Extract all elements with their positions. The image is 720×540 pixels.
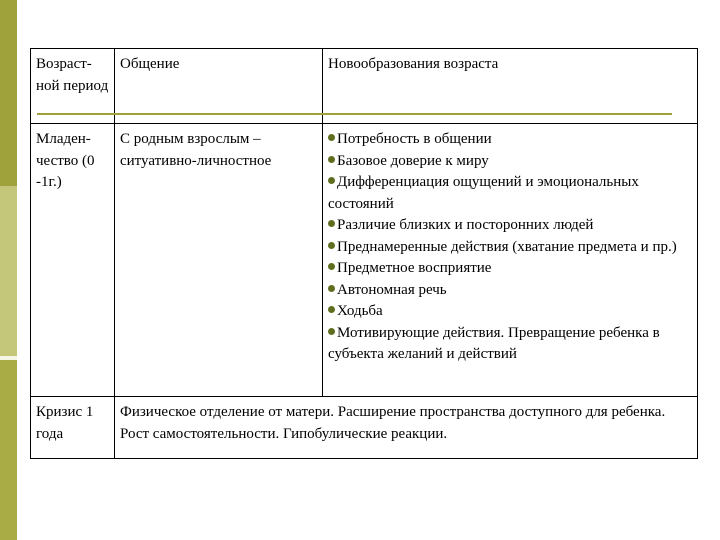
list-item: Автономная речь xyxy=(328,280,692,302)
list-item: Мотивирующие действия. Превращение ребенка в субъекта желаний и действий xyxy=(328,324,660,362)
list-item: Потребность в общении xyxy=(328,129,692,151)
bullet-icon xyxy=(328,242,335,249)
bullet-icon xyxy=(328,263,335,270)
list-item: Дифференциация ощущений и эмоциональных состояний xyxy=(328,174,639,212)
left-accent-bar-light xyxy=(0,186,17,360)
bullet-icon xyxy=(328,285,335,292)
table-row-crisis xyxy=(31,397,698,459)
header-age-period: Возраст-ной период xyxy=(31,49,115,124)
header-underline xyxy=(37,113,672,115)
bullet-icon xyxy=(328,156,335,163)
crisis-period: Кризис 1 года xyxy=(31,397,115,459)
bullet-icon xyxy=(328,220,335,227)
infancy-period: Младен-чество (0 -1г.) xyxy=(31,124,115,397)
infancy-new-formations xyxy=(323,124,698,397)
left-accent-bar-bottom xyxy=(0,360,17,540)
header-new-formations: Новообразования возраста xyxy=(323,49,698,124)
bullet-icon xyxy=(328,306,335,313)
list-item: Различие близких и посторонних людей xyxy=(328,215,692,237)
infancy-communication: С родным взрослым – ситуативно-личностное xyxy=(115,124,323,397)
list-item: Ходьба xyxy=(328,301,692,323)
table-row-infancy xyxy=(31,124,698,397)
crisis-description: Физическое отделение от матери. Расширение пространства доступного для ребенка. Рост самостоятельности. Гипобулические реакции. xyxy=(115,397,698,459)
list-item: Предметное восприятие xyxy=(328,258,692,280)
age-periods-table xyxy=(30,48,698,459)
bullet-icon xyxy=(328,134,335,141)
list-item: Базовое доверие к миру xyxy=(328,151,692,173)
header-communication: Общение xyxy=(115,49,323,124)
bullet-icon xyxy=(328,328,335,335)
list-item: Преднамеренные действия (хватание предмета и пр.) xyxy=(328,237,692,259)
bullet-icon xyxy=(328,177,335,184)
